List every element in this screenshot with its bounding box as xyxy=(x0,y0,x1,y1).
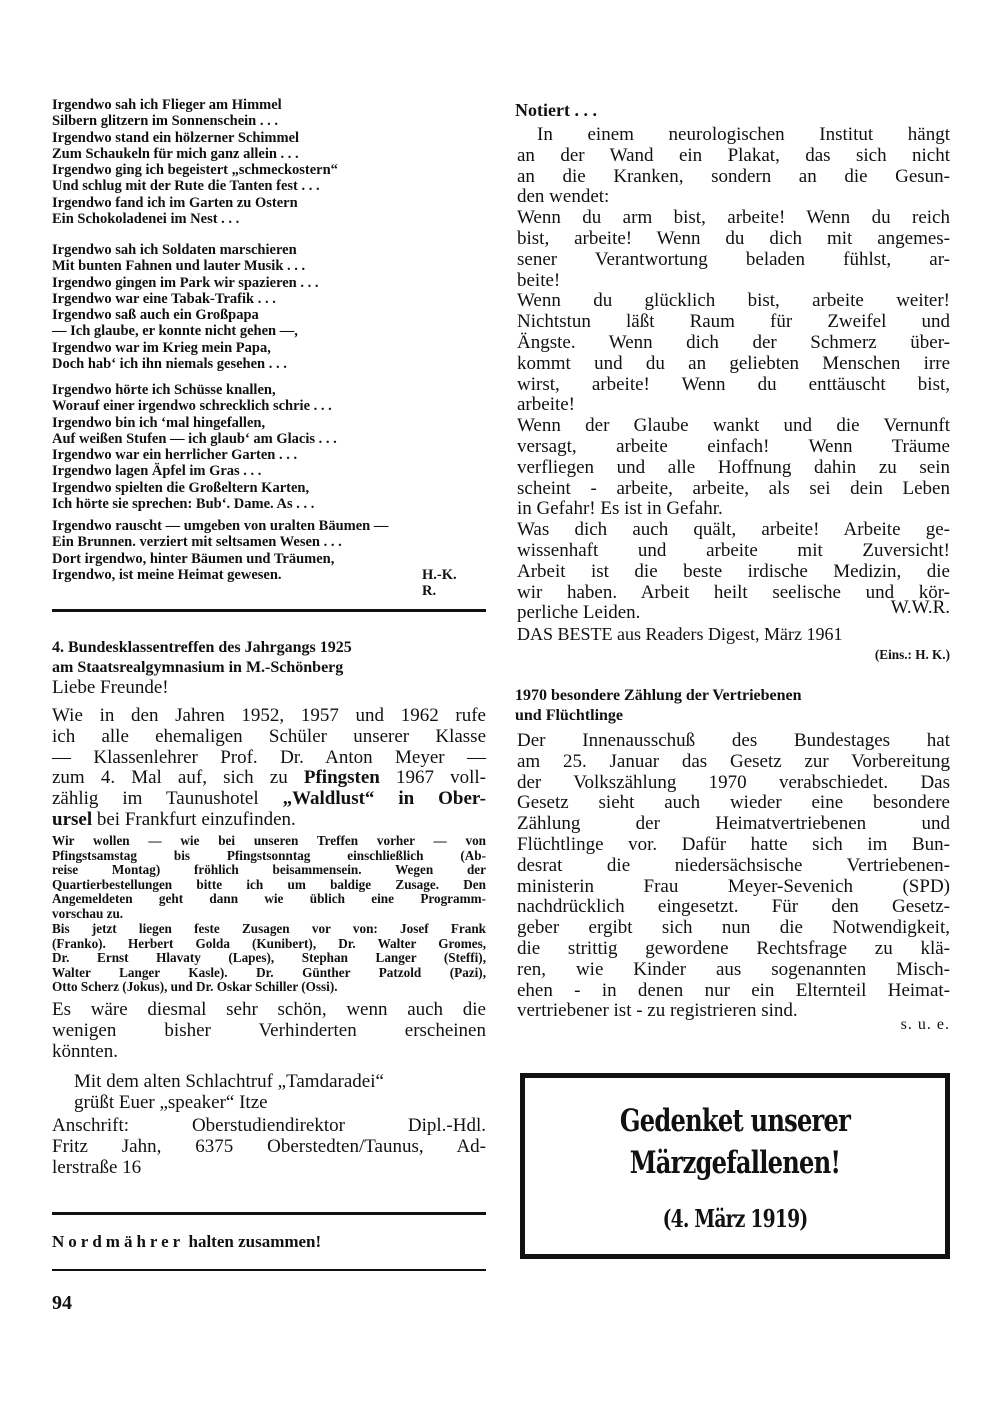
text-line: ministerin Frau Meyer-Sevenich (SPD) xyxy=(517,875,950,897)
page-number: 94 xyxy=(52,1292,72,1314)
text-line: verfliegen und alle Hoffnung dahin zu sein xyxy=(517,456,950,478)
census-signature: s. u. e. xyxy=(900,1016,950,1033)
text-line: Was dich auch quält, arbeite! Arbeite ge- xyxy=(517,519,950,541)
text-line: Ein Schokoladenei im Nest . . . xyxy=(52,211,240,228)
text-line: an der Wand ein Plakat, das sich nicht xyxy=(517,144,950,166)
text-line: Der Innenausschuß des Bundestages hat xyxy=(517,730,950,751)
text-line: ehen - in denen nur ein Elternteil Heimat- xyxy=(517,979,950,1001)
text-line: Irgendwo bin ich ‘mal hingefallen, xyxy=(52,414,266,431)
notiert-paragraph xyxy=(517,291,950,416)
text-line: Silbern glitzern im Sonnenschein . . . xyxy=(52,113,278,130)
text-line: Irgendwo war im Krieg mein Papa, xyxy=(52,339,271,356)
text-line: die strittig gewordene Rechtsfrage zu klä- xyxy=(517,937,950,959)
text-line: am Staatsrealgymnasium in M.-Schönberg xyxy=(52,659,344,676)
text-line: und Flüchtlinge xyxy=(515,707,624,724)
text-line: Irgendwo rauscht — umgeben von uralten Bäumen — xyxy=(52,518,389,534)
text-line: vorschau zu. xyxy=(52,905,124,921)
text-line: sener Verantwortung beladen fühlst, ar- xyxy=(517,248,950,270)
text-line: Nichtstun läßt Raum für Zweifel und xyxy=(517,311,950,333)
notiert-source: DAS BESTE aus Readers Digest, März 1961 xyxy=(517,624,843,644)
text-line: (Franko). Herbert Golda (Kunibert), Dr. Walter Gromes, xyxy=(52,935,486,951)
text-line: wir haben. Arbeit heilt seelische und kör- xyxy=(517,581,950,603)
text-line: — Ich glaube, er konnte nicht gehen —, xyxy=(52,323,298,340)
slogan xyxy=(52,1232,321,1252)
text-line: Zählung der Heimatvertriebenen und xyxy=(517,813,950,835)
text-line: wissenhaft und arbeite mit Zuversicht! xyxy=(517,539,950,561)
text-line: Irgendwo, ist meine Heimat gewesen. xyxy=(52,566,282,583)
text-line: — Klassenlehrer Prof. Dr. Anton Meyer — xyxy=(52,746,486,768)
notiert-paragraph xyxy=(517,416,950,520)
text-line: beite! xyxy=(517,269,561,291)
text-line: 4. Bundesklassentreffen des Jahrgangs 1925 xyxy=(52,639,352,656)
article-paragraph xyxy=(52,1000,486,1062)
article-heading xyxy=(52,638,486,678)
text-line: Wenn der Glaube wankt und die Vernunft xyxy=(517,415,950,437)
text-line: Pfingstsamstag bis Pfingstsonntag einschließlich (Ab- xyxy=(52,847,486,863)
text-line: Mit dem alten Schlachtruf „Tamdaradei“ xyxy=(74,1071,384,1092)
divider xyxy=(52,1212,486,1215)
text-line: Bis jetzt liegen feste Zusagen vor von: Josef Frank xyxy=(52,921,486,936)
text-line: wirst, arbeite! Wenn du enttäuscht bist, xyxy=(517,373,950,395)
text-line: zum 4. Mal auf, sich zu Pfingsten 1967 voll- xyxy=(52,767,486,789)
text-line: Auf weißen Stufen — ich glaub‘ am Glacis . . . xyxy=(52,430,337,447)
text-line: kommt und du an geliebten Menschen irre xyxy=(517,352,950,374)
text-line: Wie in den Jahren 1952, 1957 und 1962 rufe xyxy=(52,705,486,726)
poem-stanza xyxy=(52,518,482,583)
census-body xyxy=(517,731,950,1022)
text-line: Fritz Jahn, 6375 Oberstedten/Taunus, Ad- xyxy=(52,1135,486,1157)
text-line: Irgendwo war ein herrlicher Garten . . . xyxy=(52,447,298,464)
text-line: den wendet: xyxy=(517,186,610,208)
text-line: wenigen bisher Verhinderten erscheinen xyxy=(52,1019,486,1041)
text-line: Irgendwo saß auch ein Großpapa xyxy=(52,307,259,324)
text-line: der Volkszählung 1970 verabschiedet. Das xyxy=(517,771,950,793)
text-line: Irgendwo war eine Tabak-Trafik . . . xyxy=(52,290,276,307)
notiert-credit: (Eins.: H. K.) xyxy=(874,647,950,662)
text-line: ursel bei Frankfurt einzufinden. xyxy=(52,808,296,830)
notiert-paragraph xyxy=(517,208,950,291)
salutation: Liebe Freunde! xyxy=(52,677,169,698)
notiert-paragraph xyxy=(517,125,950,208)
text-line: Angemeldeten geht dann wie üblich eine Programm- xyxy=(52,891,486,907)
text-line: perliche Leiden. xyxy=(517,602,641,624)
text-line: Wenn du arm bist, arbeite! Wenn du reich xyxy=(517,207,950,229)
text-line: Ängste. Wenn dich der Schmerz über- xyxy=(517,331,950,353)
article-paragraph xyxy=(52,706,486,831)
text-line: Irgendwo lagen Äpfel im Gras . . . xyxy=(52,463,262,480)
text-line: Wir wollen — wie bei unseren Treffen vorher — von xyxy=(52,833,486,848)
divider xyxy=(52,609,486,612)
text-line: Irgendwo sah ich Flieger am Himmel xyxy=(52,97,282,113)
text-line: Mit bunten Fahnen und lauter Musik . . . xyxy=(52,258,306,275)
text-line: Worauf einer irgendwo schrecklich schrie . . . xyxy=(52,398,332,415)
text-line: grüßt Euer „speaker“ Itze xyxy=(74,1091,268,1113)
memorial-line-1: Gedenket unserer xyxy=(619,1103,851,1139)
text-line: desrat die niedersächsische Vertriebenen- xyxy=(517,854,950,876)
memorial-box xyxy=(520,1073,950,1259)
text-line: 1970 besondere Zählung der Vertriebenen xyxy=(515,687,802,704)
text-line: Irgendwo gingen im Park wir spazieren . . . xyxy=(52,274,319,291)
poem-stanza xyxy=(52,242,482,372)
text-line: Ich hörte sie sprechen: Bub‘. Dame. As . . . xyxy=(52,496,315,513)
text-line: Walter Langer Kasle). Dr. Günther Patzold (Pazi), xyxy=(52,964,486,980)
text-line: arbeite! xyxy=(517,394,576,416)
poem-stanza xyxy=(52,97,482,227)
text-line: lerstraße 16 xyxy=(52,1156,142,1178)
text-line: Arbeit ist die beste irdische Medizin, die xyxy=(517,560,950,582)
text-line: bist, arbeite! Wenn du dich mit angemes- xyxy=(517,227,950,249)
text-line: in Gefahr! Es ist in Gefahr. xyxy=(517,498,723,520)
text-line: zählig im Taunushotel „Waldlust“ in Ober- xyxy=(52,788,486,810)
text-line: Wenn du glücklich bist, arbeite weiter! xyxy=(517,290,950,312)
article-paragraph xyxy=(52,922,486,995)
poem-signature: H.-K. R. xyxy=(422,567,457,600)
text-line: Irgendwo stand ein hölzerner Schimmel xyxy=(52,129,300,146)
text-line: Irgendwo ging ich begeistert „schmeckostern“ xyxy=(52,162,338,179)
text-line: Dr. Ernst Hlavaty (Lapes), Stephan Langer (Steffi), xyxy=(52,950,486,966)
poem-stanza xyxy=(52,382,482,512)
article-paragraph xyxy=(52,834,486,922)
notiert-heading: Notiert . . . xyxy=(515,100,597,120)
text-line: Und schlug mit der Rute die Tanten fest . . . xyxy=(52,178,320,195)
text-line: Zum Schaukeln für mich ganz allein . . . xyxy=(52,145,299,162)
text-line: vertriebener ist - zu registrieren sind. xyxy=(517,1000,798,1022)
text-line: an die Kranken, sondern an die Gesun- xyxy=(517,165,950,187)
notiert-body xyxy=(517,125,950,624)
text-line: Flüchtlinge vor. Dafür hatte sich im Bun- xyxy=(517,833,950,855)
text-line: Otto Scherz (Jokus), und Dr. Oskar Schiller (Ossi). xyxy=(52,979,338,995)
notiert-signature: W.W.R. xyxy=(890,597,950,618)
text-line: nachdrücklich eingesetzt. Für den Gesetz- xyxy=(517,896,950,918)
census-heading xyxy=(515,686,950,726)
text-line: Gesetz sieht auch wieder eine besondere xyxy=(517,792,950,814)
memorial-line-2: Märzgefallenen! xyxy=(629,1145,841,1181)
text-line: geber ergibt sich nun die Notwendigkeit, xyxy=(517,917,950,939)
text-line: Quartierbestellungen bitte ich um baldige Zusage. Den xyxy=(52,876,486,892)
text-line: scheint - arbeite, arbeite, als sei dein Leben xyxy=(517,477,950,499)
text-line: Anschrift: Oberstudiendirektor Dipl.-Hdl. xyxy=(52,1115,486,1136)
text-line: reise Montag) fröhlich beisammensein. Wegen der xyxy=(52,862,486,878)
article-address xyxy=(52,1116,486,1178)
text-line: könnten. xyxy=(52,1040,118,1062)
memorial-date: (4. März 1919) xyxy=(662,1204,808,1233)
slogan-spaced: Nordmährer xyxy=(52,1232,185,1251)
text-line: versagt, arbeite einfach! Wenn Träume xyxy=(517,435,950,457)
text-line: ren, wie Kinder aus sogenannten Misch- xyxy=(517,958,950,980)
text-line: In einem neurologischen Institut hängt xyxy=(537,124,950,145)
text-line: Irgendwo sah ich Soldaten marschieren xyxy=(52,242,297,258)
text-line: Irgendwo fand ich im Garten zu Ostern xyxy=(52,194,298,211)
text-line: ich alle ehemaligen Schüler unserer Klasse xyxy=(52,725,486,747)
slogan-rest: halten zusammen! xyxy=(188,1232,322,1251)
text-line: am 25. Januar das Gesetz zur Vorbereitung xyxy=(517,750,950,772)
text-line: Ein Brunnen. verziert mit seltsamen Wesen . . . xyxy=(52,534,342,551)
text-line: Dort irgendwo, hinter Bäumen und Träumen, xyxy=(52,550,335,567)
text-line: Irgendwo spielten die Großeltern Karten, xyxy=(52,479,310,496)
text-line: Doch hab‘ ich ihn niemals gesehen . . . xyxy=(52,356,287,373)
text-line: Irgendwo hörte ich Schüsse knallen, xyxy=(52,382,276,398)
text-line: Es wäre diesmal sehr schön, wenn auch die xyxy=(52,999,486,1020)
divider xyxy=(52,1269,486,1271)
article-greeting xyxy=(74,1072,486,1114)
